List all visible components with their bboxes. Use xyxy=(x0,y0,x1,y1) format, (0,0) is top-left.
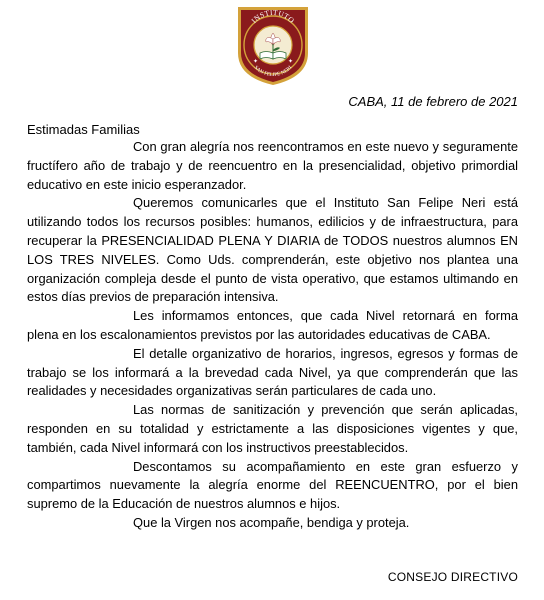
letter-signature: CONSEJO DIRECTIVO xyxy=(387,570,518,584)
crest-star-icon: ✦ xyxy=(253,59,259,65)
letter-paragraph: Queremos comunicarles que el Instituto San Felipe Neri está utilizando todos los recursos posibles: humanos, edilicios y de infraestructura, para recuperar la PRESENCIALIDAD PLENA Y DIARIA de TODOS nuestros alumnos EN LOS TRES NIVELES. Como Uds. comprenderán, este objetivo nos plantea una organización compleja desde el punto de vista operativo, que estamos ultimando en estos días previos de preparación intensiva. xyxy=(27,195,518,305)
letter-paragraph: Las normas de sanitización y prevención que serán aplicadas, responden en su totalidad y estrictamente a las disposiciones vigentes y que, también, cada Nivel informará con los instructivos preestablecidos. xyxy=(27,402,518,455)
letter-date: CABA, 11 de febrero de 2021 xyxy=(348,94,518,109)
letter-greeting: Estimadas Familias xyxy=(27,122,140,137)
letter-paragraph: Les informamos entonces, que cada Nivel retornará en forma plena en los escalonamientos previstos por las autoridades educativas de CABA. xyxy=(27,308,518,342)
crest-top-text: INSTITUTO xyxy=(249,7,297,25)
open-book-icon xyxy=(260,52,286,60)
letter-closing-blessing: Que la Virgen nos acompañe, bendiga y proteja. xyxy=(133,514,410,530)
letter-paragraph: Con gran alegría nos reencontramos en este nuevo y seguramente fructífero año de trabajo y de reencuentro en la presencialidad, objetivo primordial educativo en este inicio esperanzador. xyxy=(27,139,518,192)
letter-paragraph: El detalle organizativo de horarios, ingresos, egresos y formas de trabajo se los informará a la brevedad cada Nivel, ya que comprenderán que las realidades y necesidades organizativas serán particulares de cada uno. xyxy=(27,345,518,399)
crest-bottom-text: SAN FELIPE NERI xyxy=(252,64,294,79)
school-crest-logo xyxy=(235,3,311,87)
letter-body xyxy=(27,138,518,533)
crest-star-icon: ✦ xyxy=(288,59,294,65)
letter-paragraph: Descontamos su acompañamiento en este gran esfuerzo y compartimos nuevamente la alegría enorme del REENCUENTRO, por el bien supremo de la Educación de nuestros alumnos e hijos. xyxy=(27,458,518,512)
